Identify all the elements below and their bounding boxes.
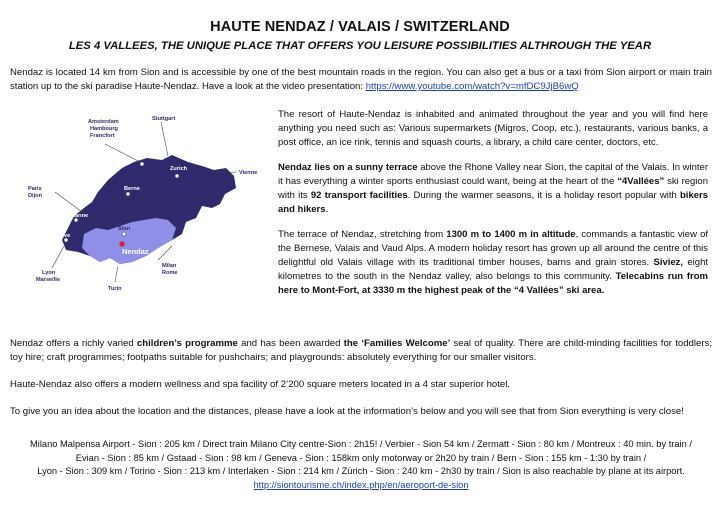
distances-line-3: Lyon - Sion : 309 km / Torino - Sion : 213 km / Interlaken - Sion : 214 km / Zürich - Sion : 240 km - 2h30 by train / Sion is also reachable by plane at its airport. <box>37 466 685 477</box>
airport-link[interactable]: http://siontourisme.ch/index.php/en/aeroport-de-sion <box>253 480 469 491</box>
map-label-milan: Milan <box>162 263 177 269</box>
sunny-terrace-paragraph <box>278 161 708 217</box>
distances-line-1: Milano Malpensa Airport - Sion : 205 km / Direct train Milano City centre-Sion : 2h15! / Verbier - Sion 54 km / Zermatt - Sion : 80 km / Montreux : 40 min. by train / <box>30 439 692 449</box>
bold-text: Nendaz lies on a sunny terrace <box>278 162 418 173</box>
nendaz-marker <box>119 241 124 246</box>
map-label-dijon: Dijon <box>28 193 42 199</box>
wellness-paragraph: Haute-Nendaz also offers a modern wellness and spa facility of 2’200 square meters located in a 4 star superior hotel. <box>10 379 511 390</box>
page-title: HAUTE NENDAZ / VALAIS / SWITZERLAND <box>210 19 510 35</box>
bold-text: the ‘Families Welcome’ <box>343 338 451 349</box>
body-text: The terrace of Nendaz, stretching from <box>278 229 447 240</box>
bold-text: bikers and hikers <box>278 190 708 215</box>
map-label-amsterdam: Amsterdam <box>88 119 119 125</box>
altitude-paragraph <box>278 228 708 298</box>
map-label-lyon: Lyon <box>42 270 56 276</box>
map-label-lausanne: Lausanne <box>62 213 89 219</box>
body-text: . <box>325 204 329 215</box>
switzerland-map <box>22 108 267 298</box>
body-text: seal of quality. There are child-minding facilities for toddlers; toy hire; craft programmes; footpaths suitable for pushchairs; and playgrounds: absolutely everything for our smaller visitors. <box>10 338 713 363</box>
right-column <box>278 108 708 309</box>
bold-text: 92 transport facilities <box>310 190 408 201</box>
body-text: eight kilometres to the south in the Nendaz valley, also belongs to this community. <box>278 257 708 282</box>
map-label-hamburg: Hambourg <box>90 126 118 132</box>
map-label-rome: Rome <box>162 270 178 276</box>
map-label-sion: Sion <box>118 226 131 232</box>
map-label-vienne: Vienne <box>239 170 258 176</box>
bold-text: 1300 m to 1400 m in altitude <box>446 229 576 240</box>
map-label-frankfurt: Francfort <box>90 133 115 139</box>
body-text: , commands a fantastic view of the Bernese, Valais and Vaud Alps. A modern holiday resort has grown up all around the centre of this delightful old Valais village with its traditional timber houses, barns and grain stores. <box>278 229 709 268</box>
map-label-zurich: Zurich <box>170 166 188 172</box>
bold-text: Siviez, <box>653 257 684 268</box>
bold-text: “4Vallées” <box>617 176 665 187</box>
intro-paragraph <box>10 66 712 94</box>
video-link[interactable]: https://www.youtube.com/watch?v=mfDC9JjB6wQ <box>365 81 579 92</box>
map-label-stuttgart: Stuttgart <box>152 116 176 122</box>
children-paragraph <box>10 337 712 365</box>
body-text: above the Rhone Valley near Sion, the capital of the Valais. In winter it has everything a winter sports enthusiast could want, being at the heart of the <box>278 162 708 187</box>
map-label-bale: Bâle <box>132 152 144 158</box>
page-subtitle: LES 4 VALLEES, THE UNIQUE PLACE THAT OFFERS YOU LEISURE POSSIBILITIES ALTHROUGH THE YEAR <box>68 40 652 52</box>
resort-paragraph: The resort of Haute-Nendaz is inhabited and animated throughout the year and you will find here anything you need such as: Various supermarkets (Migros, Coop, etc.), restaurants, various banks, a post office, an ice rink, tennis and squash courts, a library, a child care center, doctors, etc. <box>278 109 708 148</box>
body-text: ski region with its <box>278 176 708 201</box>
map-label-geneve: Geneve <box>50 233 71 239</box>
intro-text: Nendaz is located 14 km from Sion and is accessible by one of the best mountain roads in the region. You can also get a bus or a taxi from Sion airport or main train station up to the ski paradise Haute-Nendaz. Have a look at the video presentation: <box>10 67 712 92</box>
body-text: Nendaz offers a richly varied <box>10 338 137 349</box>
map-label-paris: Paris <box>28 186 42 192</box>
map-label-turin: Turin <box>108 286 122 292</box>
body-text: . During the warmer seasons, it is a holiday resort popular with <box>407 190 680 201</box>
body-text: and has been awarded <box>237 338 344 349</box>
distances-block <box>10 438 712 493</box>
bold-text: children’s programme <box>136 338 238 349</box>
map-label-berne: Berne <box>124 186 140 192</box>
map-label-marseille: Marseille <box>36 277 60 283</box>
distances-line-2: Evian - Sion : 85 km / Gstaad - Sion : 98 km / Geneva - Sion : 158km only motorway or 2h20 by train / Bern - Sion : 155 km - 1:30 by train / <box>75 452 647 463</box>
map-label-nendaz: Nendaz <box>122 247 149 256</box>
location-paragraph: To give you an idea about the location and the distances, please have a look at the information’s below and you will see that from Sion everything is very close! <box>10 406 684 417</box>
bold-text: Telecabins run from here to Mont-Fort, at 3330 m the highest peak of the “4 Vallées” ski area. <box>278 271 708 296</box>
